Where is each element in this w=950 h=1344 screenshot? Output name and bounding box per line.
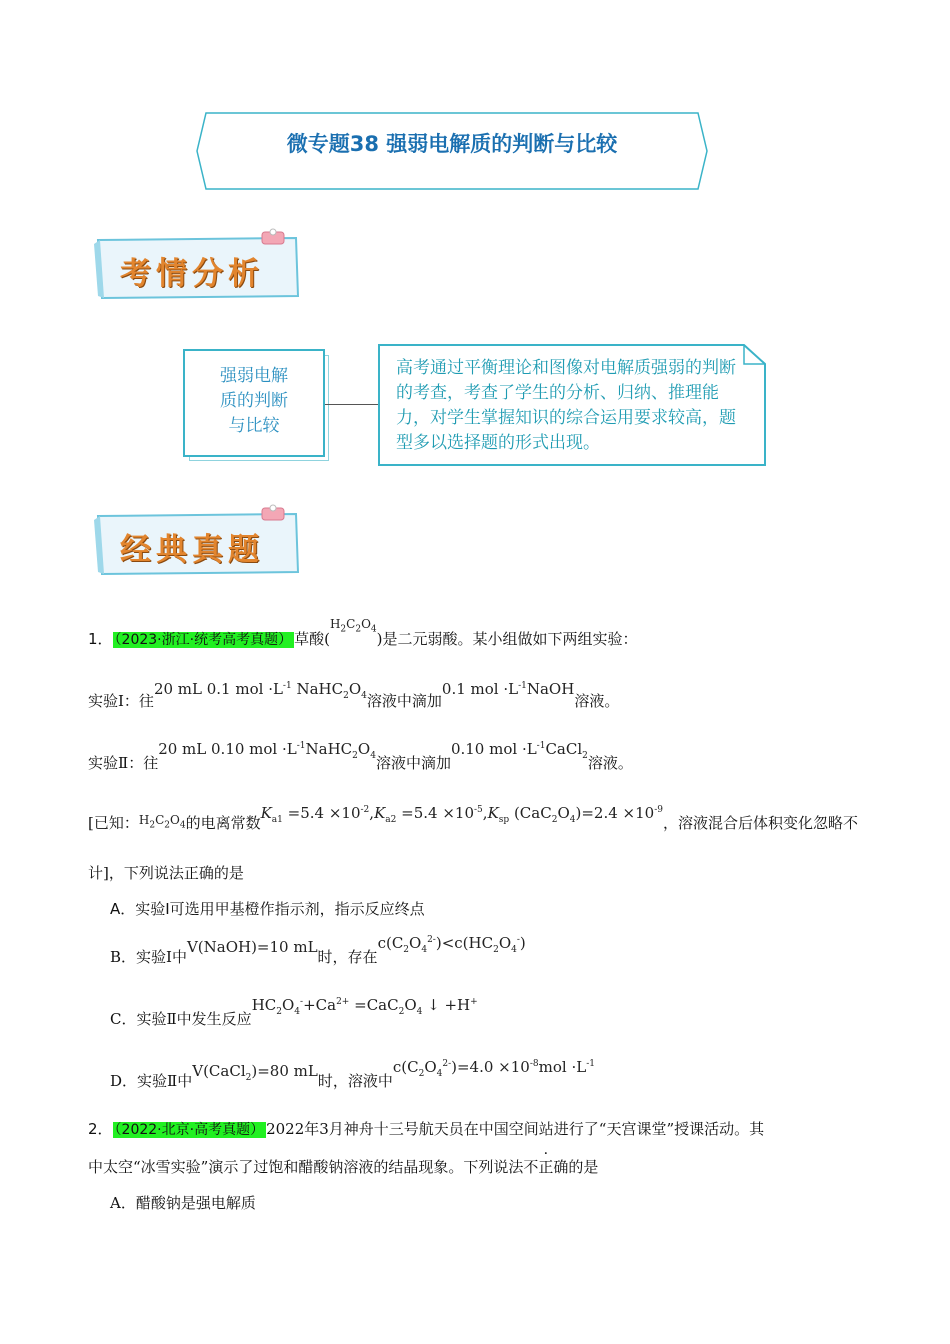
question-2-stem bbox=[88, 1118, 764, 1139]
experiment-2 bbox=[88, 740, 633, 775]
known-text: 的电离常数 bbox=[185, 814, 261, 832]
exp-text: 溶液。 bbox=[574, 692, 620, 710]
section-banner-analysis bbox=[92, 236, 306, 302]
experiment-1 bbox=[88, 680, 620, 713]
topic-line: 强弱电解 bbox=[220, 366, 288, 386]
option-d[interactable] bbox=[110, 1058, 595, 1093]
option-a[interactable] bbox=[110, 1192, 256, 1213]
formula-exp2-a: 20 mL 0.10 mol $\cdot L^{-1}NaHC_2O_4$ bbox=[158, 740, 376, 761]
formula-option-c: $HC_2O_4^-+Ca^{2+} =CaC_2O_4$ ↓ +H+ bbox=[251, 996, 478, 1017]
option-text: A．醋酸钠是强电解质 bbox=[110, 1194, 256, 1212]
section-title: 考情分析 bbox=[120, 256, 264, 292]
option-b[interactable] bbox=[110, 934, 526, 969]
option-a[interactable] bbox=[110, 898, 425, 919]
stem-text: )是二元弱酸。某小组做如下两组实验： bbox=[376, 630, 638, 648]
option-text: D．实验Ⅱ中 bbox=[110, 1072, 193, 1090]
question-number: 1． bbox=[88, 630, 113, 648]
emphasis-text: 不正确 bbox=[523, 1158, 569, 1176]
formula-oxalic-acid: H2C2O4 bbox=[329, 617, 377, 635]
formula-exp2-b: 0.10 mol $\cdot L^{-1}CaCl_2$ bbox=[450, 740, 588, 761]
option-c[interactable] bbox=[110, 996, 478, 1031]
page-title: 微专题38 强弱电解质的判断与比较 bbox=[286, 132, 618, 156]
exp-label: 实验Ⅱ：往 bbox=[88, 754, 159, 772]
question-2-stem-line2 bbox=[88, 1156, 598, 1177]
exp-text: 溶液。 bbox=[587, 754, 633, 772]
known-label: [已知： bbox=[88, 814, 139, 832]
stem-text: 草酸( bbox=[294, 630, 330, 648]
question-number: 2． bbox=[88, 1120, 113, 1138]
formula-constants: $K_{a1} =5.4 \times 10^{-2},K_{a2} =5.4 \times 10^{-5},K_{sp}$ $(CaC_2O_4)=2.4 \times 10^{-9}$ bbox=[260, 804, 663, 825]
source-highlight: （2022·北京·高考真题） bbox=[114, 1122, 265, 1138]
section-title: 经典真题 bbox=[120, 532, 264, 568]
topic-text bbox=[183, 364, 325, 439]
formula-option-b-a: V(NaOH)=10 mL bbox=[186, 938, 318, 956]
option-text: B．实验Ⅰ中 bbox=[110, 948, 187, 966]
formula-option-d-a: V(CaCl$_2$)=80 mL bbox=[192, 1062, 318, 1083]
exp-label: 实验Ⅰ：往 bbox=[88, 692, 154, 710]
topic-line: 与比较 bbox=[228, 416, 280, 436]
option-text: 时，存在 bbox=[317, 948, 378, 966]
section-banner-classic bbox=[92, 512, 306, 578]
question-prompt: 计]，下列说法正确的是 bbox=[88, 864, 244, 882]
exp-text: 溶液中滴加 bbox=[366, 692, 442, 710]
connector-line bbox=[325, 404, 379, 405]
formula-exp1-a: 20 mL 0.1 mol $\cdot L^{-1}$ $NaHC_2O_4$ bbox=[153, 680, 367, 701]
known-conditions bbox=[88, 804, 858, 835]
option-text: A．实验Ⅰ可选用甲基橙作指示剂，指示反应终点 bbox=[110, 900, 425, 918]
stem-text: 2022年3月神舟十三号航天员在中国空间站进行了“天宫课堂”授课活动。其 bbox=[266, 1120, 765, 1138]
question-1-stem bbox=[88, 617, 638, 650]
formula-exp1-b: 0.1 mol $\cdot L^{-1}NaOH$ bbox=[441, 680, 575, 698]
formula-option-b-b: $c(C_2O_4^{2-})<c(HC_2O_4^-)$ bbox=[377, 934, 526, 955]
known-text: ，溶液混合后体积变化忽略不 bbox=[662, 814, 858, 832]
source-highlight: （2023·浙江·统考高考真题） bbox=[114, 632, 293, 648]
formula-oxalic-acid: H2C2O4 bbox=[138, 813, 186, 831]
stem-text: 中太空“冰雪实验”演示了过饱和醋酸钠溶液的结晶现象。下列说法 bbox=[88, 1158, 524, 1176]
exp-text: 溶液中滴加 bbox=[375, 754, 451, 772]
option-text: 时，溶液中 bbox=[317, 1072, 393, 1090]
topic-line: 质的判断 bbox=[220, 391, 288, 411]
formula-option-d-b: $c(C_2O_4^{2-})=4.0 \times 10^{-8}mol \cdot L^{-1}$ bbox=[392, 1058, 595, 1079]
option-text: C．实验Ⅱ中发生反应 bbox=[110, 1010, 252, 1028]
description-text: 高考通过平衡理论和图像对电解质强弱的判断的考查，考查了学生的分析、归纳、推理能力，对学生掌握知识的综合运用要求较高，题型多以选择题的形式出现。 bbox=[396, 358, 736, 453]
stem-text: 的是 bbox=[568, 1158, 599, 1176]
